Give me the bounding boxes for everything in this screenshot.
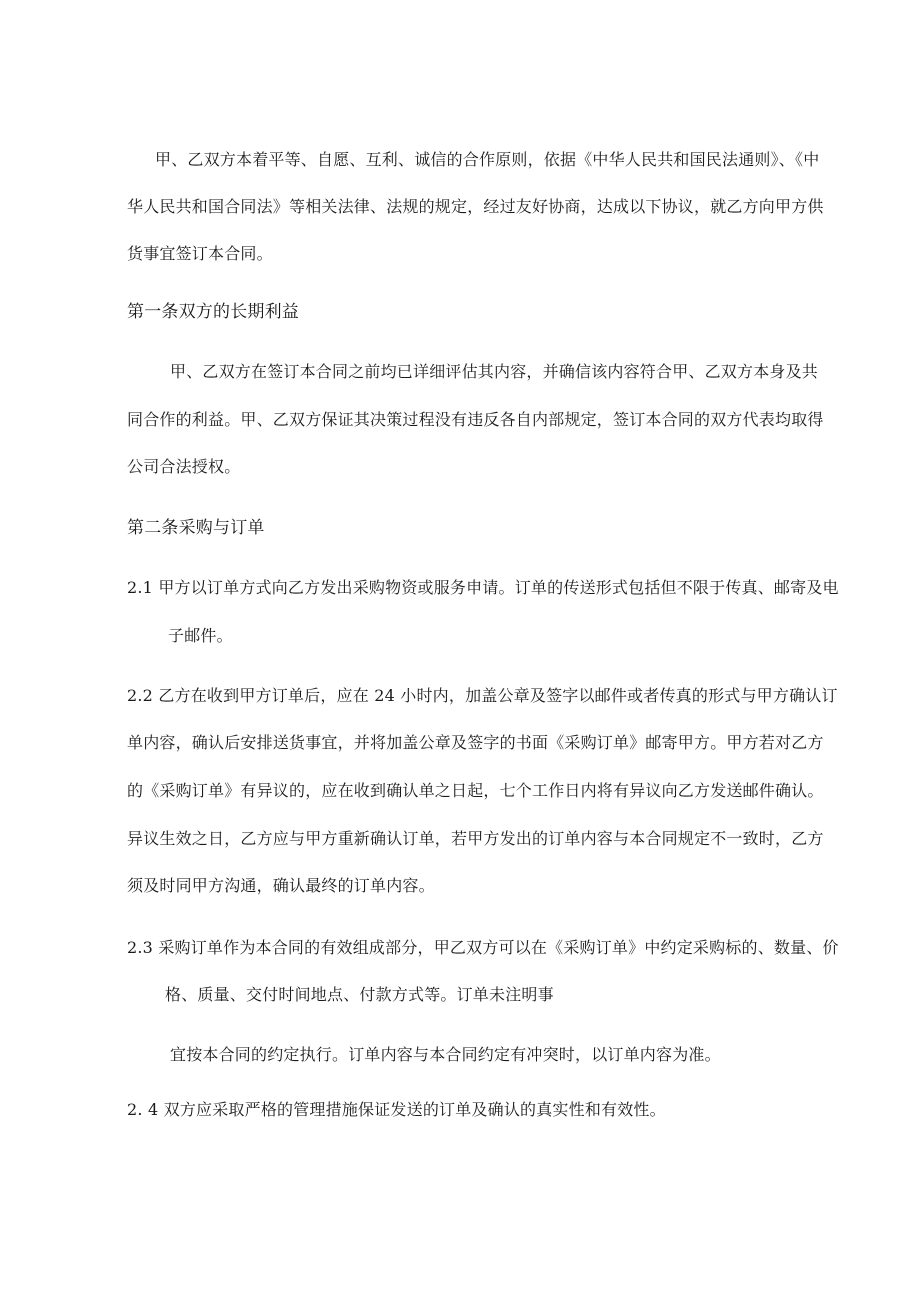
clause-2-3-line-3: 宜按本合同的约定执行。订单内容与本合同约定有冲突时，以订单内容为准。: [170, 1045, 721, 1064]
preamble-line-2: 华人民共和国合同法》等相关法律、法规的规定，经过友好协商，达成以下协议，就乙方向甲方供: [127, 197, 824, 216]
clause-2-2-line-5: 须及时同甲方沟通，确认最终的订单内容。: [127, 876, 435, 895]
clause-2-3-line-2: 格、质量、交付时间地点、付款方式等。订单未注明事: [165, 985, 554, 1004]
article-2-heading: 第二条采购与订单: [127, 518, 265, 538]
clause-2-4-line-1: 2. 4 双方应采取严格的管理措施保证发送的订单及确认的真实性和有效性。: [127, 1100, 666, 1119]
clause-2-2-line-2: 单内容，确认后安排送货事宜，并将加盖公章及签字的书面《采购订单》邮寄甲方。甲方若对乙方: [127, 733, 824, 752]
article-1-line-1: 甲、乙双方在签订本合同之前均已详细评估其内容，并确信该内容符合甲、乙双方本身及共: [170, 362, 819, 381]
preamble-line-1: 甲、乙双方本着平等、自愿、互利、诚信的合作原则，依据《中华人民共和国民法通则》、《中: [155, 150, 820, 169]
article-1-line-3: 公司合法授权。: [127, 457, 241, 476]
article-1-line-2: 同合作的利益。甲、乙双方保证其决策过程没有违反各自内部规定，签订本合同的双方代表均取得: [127, 410, 824, 429]
article-1-heading: 第一条双方的长期利益: [127, 302, 299, 322]
preamble-line-3: 货事宜签订本合同。: [127, 244, 273, 263]
clause-2-1-line-1: 2.1 甲方以订单方式向乙方发出采购物资或服务申请。订单的传送形式包括但不限于传真、邮寄及电: [127, 578, 839, 597]
clause-2-2-line-1: 2.2 乙方在收到甲方订单后，应在 24 小时内，加盖公章及签字以邮件或者传真的形式与甲方确认订: [127, 686, 838, 705]
clause-2-3-line-1: 2.3 采购订单作为本合同的有效组成部分，甲乙双方可以在《采购订单》中约定采购标的、数量、价: [127, 938, 839, 957]
clause-2-1-line-2: 子邮件。: [168, 626, 233, 645]
clause-2-2-line-3: 的《采购订单》有异议的，应在收到确认单之日起，七个工作日内将有异议向乙方发送邮件确认。: [127, 781, 824, 800]
clause-2-2-line-4: 异议生效之日，乙方应与甲方重新确认订单，若甲方发出的订单内容与本合同规定不一致时，乙方: [127, 829, 824, 848]
